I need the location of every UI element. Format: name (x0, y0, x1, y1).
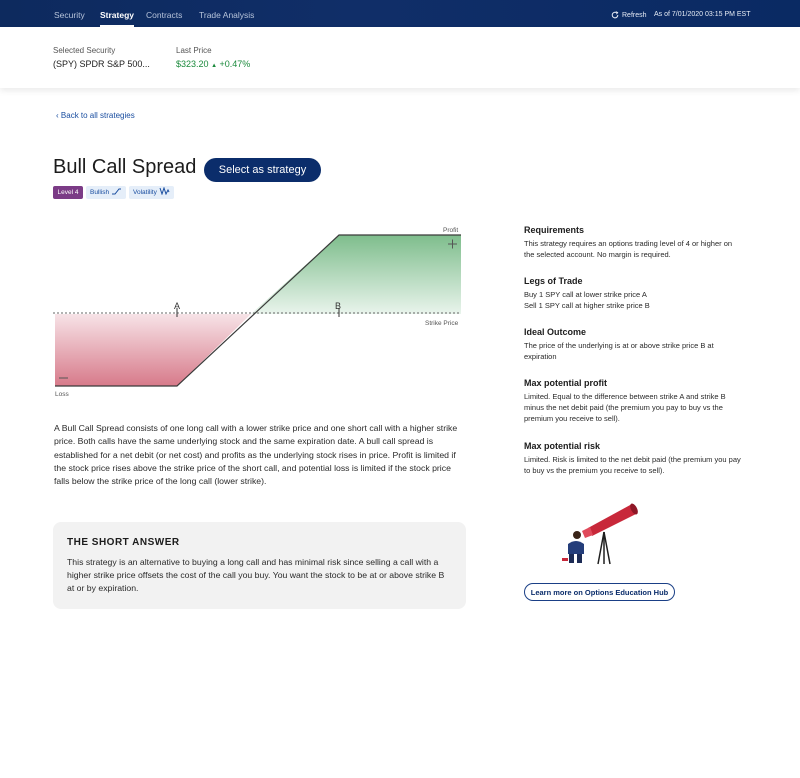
requirements-text: This strategy requires an options trading level of 4 or higher on the selected account. No margin is required. (524, 239, 733, 259)
up-arrow-icon: ▲ (211, 63, 218, 69)
back-link-label: Back to all strategies (60, 111, 135, 120)
short-answer-card (53, 522, 466, 609)
strike-a-label: A (174, 301, 181, 311)
strategy-description: A Bull Call Spread consists of one long call with a lower strike price and one short call with a higher strike price. Both calls have the same underlying stock and the same expiration date. A bull call spread is established for a net debit (or net cost) and profits as the underlying stock rises in price. Profit is limited if the stock price rises above the strike price of the short call, and potential loss is limited if the stock price falls below the strike price of the long call (lower strike). (54, 423, 458, 487)
level-badge: Level 4 (53, 186, 83, 199)
max-risk-section (524, 441, 744, 476)
leg-item: Sell 1 SPY call at higher strike price B (524, 301, 650, 310)
max-profit-title: Max potential profit (524, 378, 607, 388)
bullish-trend-icon (111, 187, 122, 195)
learn-more-button[interactable]: Learn more on Options Education Hub (524, 583, 675, 601)
top-nav (0, 0, 800, 27)
payoff-diagram (53, 222, 465, 400)
max-risk-text: Limited. Risk is limited to the net debit paid (the premium you pay to buy vs the premium you receive to sell). (524, 455, 741, 475)
telescope-icon (582, 502, 639, 564)
ideal-outcome-text: The price of the underlying is at or above strike price B at expiration (524, 341, 714, 361)
strike-b-label: B (335, 301, 342, 311)
last-price-row (176, 59, 250, 69)
person-icon (562, 531, 584, 563)
selected-security-value[interactable]: (SPY) SPDR S&P 500... (53, 59, 150, 69)
tab-security[interactable]: Security (54, 10, 85, 20)
loss-label: Loss (55, 391, 69, 398)
strike-price-label: Strike Price (425, 320, 459, 327)
max-profit-section (524, 378, 744, 424)
chevron-left-icon: ‹ (56, 111, 59, 120)
short-answer-title: THE SHORT ANSWER (67, 537, 180, 548)
last-price-label: Last Price (176, 46, 212, 55)
price-change: +0.47% (219, 59, 251, 69)
ideal-outcome-title: Ideal Outcome (524, 327, 587, 337)
bullish-badge (86, 186, 126, 199)
requirements-section (524, 225, 744, 260)
tab-contracts[interactable]: Contracts (146, 10, 183, 20)
short-answer-text: This strategy is an alternative to buying a long call and has minimal risk since selling a call with a higher strike price offsets the cost of the call you buy. You want the stock to be at or above strike B at or by expiration. (67, 557, 445, 593)
tab-trade-analysis[interactable]: Trade Analysis (199, 10, 255, 20)
as-of-timestamp: As of 7/01/2020 03:15 PM EST (654, 11, 751, 18)
selected-security-label: Selected Security (53, 46, 116, 55)
security-panel (0, 27, 800, 88)
legs-section (524, 276, 744, 311)
leg-item: Buy 1 SPY call at lower strike price A (524, 290, 647, 299)
ideal-outcome-section (524, 327, 744, 362)
refresh-label: Refresh (622, 11, 647, 19)
last-price-value: $323.20 (176, 59, 209, 69)
volatility-badge (129, 186, 174, 199)
tab-strategy[interactable]: Strategy (100, 0, 134, 27)
max-profit-text: Limited. Equal to the difference between strike A and strike B minus the net debit paid (the premium you pay to buy vs the premium you receive to sell). (524, 392, 726, 423)
bullish-label: Bullish (90, 189, 110, 196)
profit-region (251, 235, 461, 314)
select-as-strategy-button[interactable]: Select as strategy (204, 158, 321, 182)
volatility-label: Volatility (133, 189, 157, 196)
loss-region (55, 314, 251, 386)
legs-title: Legs of Trade (524, 276, 583, 286)
strategy-title: Bull Call Spread (53, 156, 197, 178)
volatility-wave-icon (159, 187, 170, 195)
refresh-button[interactable] (611, 11, 647, 19)
refresh-icon (611, 11, 619, 19)
profit-label: Profit (443, 227, 459, 234)
telescope-illustration (560, 498, 640, 568)
max-risk-title: Max potential risk (524, 441, 601, 451)
requirements-title: Requirements (524, 225, 585, 235)
back-to-strategies-link[interactable] (56, 111, 135, 120)
